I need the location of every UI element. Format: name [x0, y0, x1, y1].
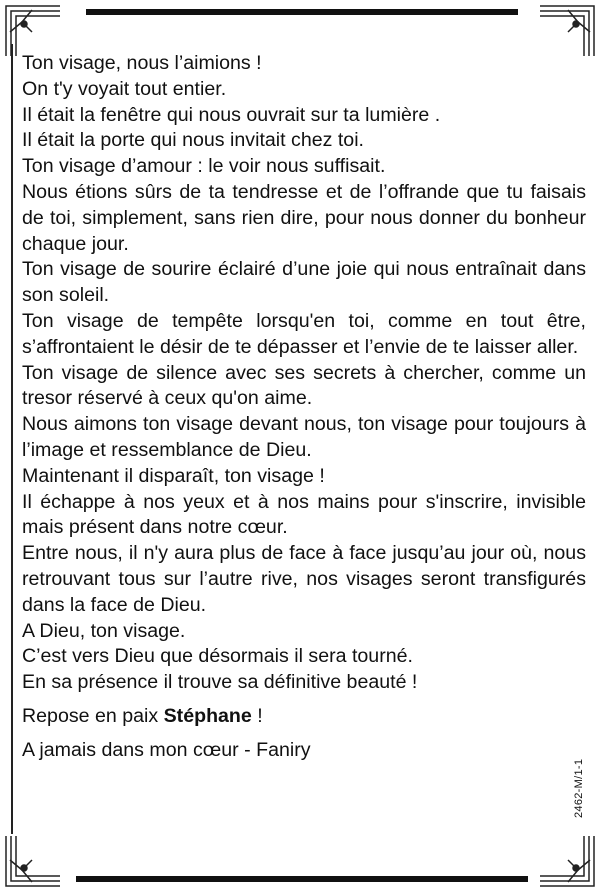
verse-paragraph: Nous étions sûrs de ta tendresse et de l’offrande que tu faisais de toi, simplement, sans rien dire, pour nous donner du bonheur chaque jour.: [22, 180, 586, 255]
verse-line: Maintenant il disparaît, ton visage !: [22, 464, 325, 487]
verse-line: Il était la porte qui nous invitait chez toi.: [22, 129, 364, 152]
corner-ornament-icon: [538, 834, 598, 890]
verse-line: En sa présence il trouve sa définitive beauté !: [22, 671, 418, 694]
verse-line: Ton visage d’amour : le voir nous suffisait.: [22, 155, 386, 178]
tribute-text: [22, 51, 586, 764]
corner-ornament-icon: [538, 2, 598, 58]
verse-paragraph: Ton visage de tempête lorsqu'en toi, comme en tout être, s’affrontaient le désir de te dépasser et l’envie de te laisser aller.: [22, 309, 586, 358]
bottom-border-rule: [76, 876, 528, 882]
deceased-name: Stéphane: [163, 704, 252, 727]
verse-line: Ton visage, nous l’aimions !: [22, 52, 262, 74]
left-margin-line: [11, 44, 13, 834]
verse-paragraph: Ton visage de sourire éclairé d’une joie qui nous entraînait dans son soleil.: [22, 258, 586, 307]
verse-line: A Dieu, ton visage.: [22, 619, 186, 642]
farewell-line: [22, 704, 586, 730]
verse-line: C’est vers Dieu que désormais il sera tourné.: [22, 645, 413, 668]
verse-paragraph: Ton visage de silence avec ses secrets à chercher, comme un tresor réservé à ceux qu'on aime.: [22, 361, 586, 410]
top-border-rule: [86, 9, 518, 15]
signature-line: A jamais dans mon cœur - Faniry: [22, 738, 311, 761]
verse-paragraph: Il échappe à nos yeux et à nos mains pour s'inscrire, invisible mais présent dans notre cœur.: [22, 490, 586, 539]
verse-paragraph: Entre nous, il n'y aura plus de face à face jusqu’au jour où, nous retrouvant tous sur l’autre rive, nos visages seront transfigurés dans la face de Dieu.: [22, 542, 586, 616]
farewell-suffix: !: [251, 704, 263, 727]
reference-code: 2462-M/1-1: [573, 758, 585, 818]
verse-paragraph: Nous aimons ton visage devant nous, ton visage pour toujours à l’image et ressemblance de Dieu.: [22, 413, 586, 461]
verse-line: Il était la fenêtre qui nous ouvrait sur ta lumière .: [22, 103, 441, 126]
corner-ornament-icon: [2, 2, 62, 58]
farewell-prefix: Repose en paix: [22, 704, 164, 727]
verse-line: On t'y voyait tout entier.: [22, 77, 227, 100]
corner-ornament-icon: [2, 834, 62, 890]
